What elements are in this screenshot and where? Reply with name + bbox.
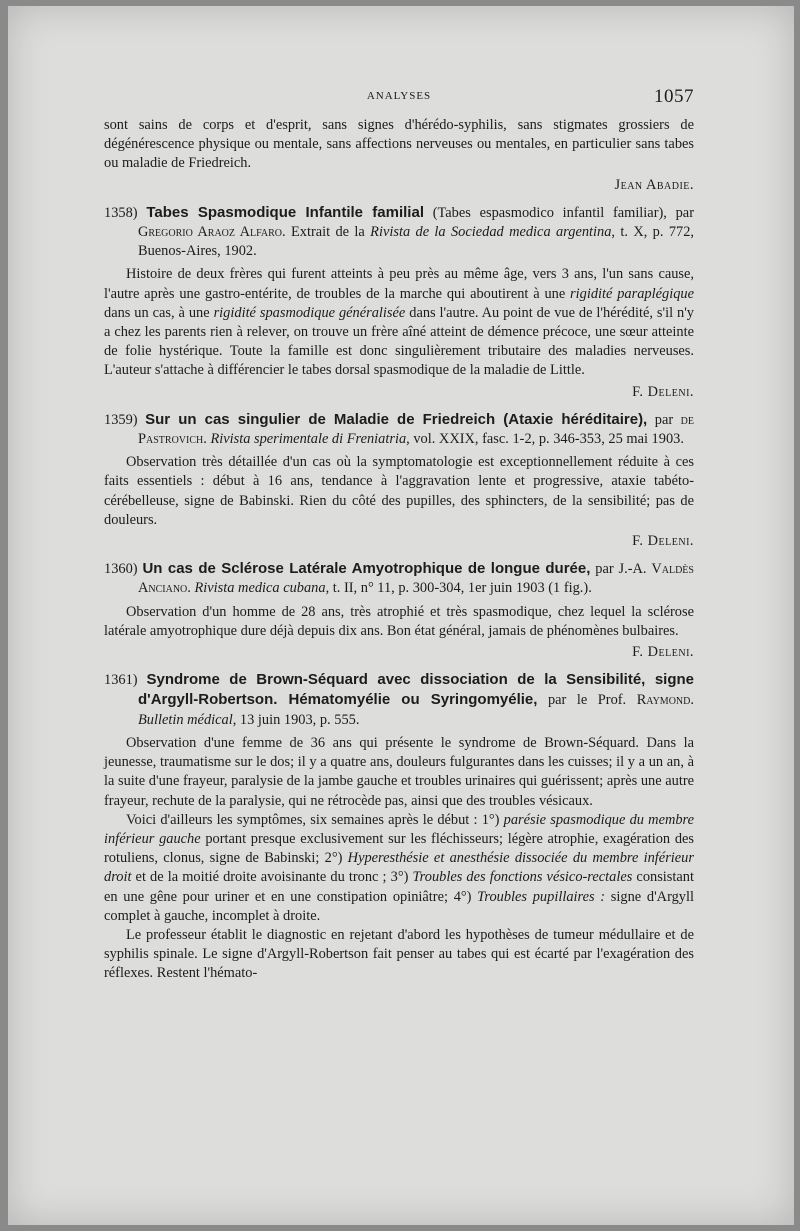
page-content [104,86,694,984]
abstract-italic: Troubles des fonctions vésico-rectales [412,869,633,886]
entry-ref-c: , t. X, p. 772, Buenos-Aires, 1902. [138,224,694,260]
entry-ref-a: (Tabes espasmodico infantil familiar), par [423,204,694,221]
abstract-text: consistant en une gêne pour uriner et en une constipation opiniâtre; 4°) [104,869,694,905]
entry-abstract-symptoms [104,811,694,926]
abstract-italic: Hyperesthésie et anesthésie dissociée du membre inférieur droit [104,850,694,886]
abstract-italic: rigidité paraplégique [570,285,694,302]
entry-number: 1358) [104,204,138,221]
entry-journal: Rivista de la Sociedad medica argentina [370,224,612,241]
entry-ref-a: par [647,411,681,428]
entry-abstract: Observation très détaillée d'un cas où la symptomatologie est exceptionnellement réduite à ces faits essentiels : début à 16 ans, tendance à l'aggravation lente et progressive, ataxie tabéto-cérébelleuse, signe de Babinski. Rien du côté des pupilles, des sphincters, de la sensibilité; pas de douleurs. [104,454,694,528]
entry-title: Syndrome de Brown-Séquard avec dissociation de la Sensibilité, signe d'Argyll-Robertson. Hématomyélie ou Syringomyélie, [138,671,694,709]
entry-abstract-diagnosis: Le professeur établit le diagnostic en rejetant d'abord les hypothèses de tumeur médullaire et de syphilis spinale. Le signe d'Argyll-Robertson fait penser au tabes qui est écarté par l'exagération des réflexes. Restent l'hémato- [104,926,694,982]
entry-ref-b: . [187,580,195,597]
entry-1361 [104,670,694,983]
abstract-text: signe d'Argyll complet à gauche, incomplet à droite. [104,888,694,924]
entry-ref-b: . Extrait de la [282,224,371,241]
abstract-italic: Troubles pupillaires : [477,888,606,905]
intro-paragraph: sont sains de corps et d'esprit, sans signes d'hérédo-syphilis, sans stigmates grossiers de dégénérescence physique ou mentale, sans affections nerveuses ou mentales, en particulier sans tabes ou maladie de Friedreich. [104,117,694,172]
abstract-text: portant presque exclusivement sur les fléchisseurs; légère atrophie, exagération des rotuliens, clonus, signe de Babinski; 2°) [104,830,695,867]
abstract-text: Voici d'ailleurs les symptômes, six semaines après le début : 1°) [126,811,504,828]
entry-number: 1361) [104,672,138,689]
entry-title: Sur un cas singulier de Maladie de Friedreich (Ataxie héréditaire), [145,410,648,428]
entry-abstract: Observation d'une femme de 36 ans qui présente le syndrome de Brown-Séquard. Dans la jeunesse, traumatisme sur le dos; il y a quatre ans, douleurs fulgurantes dans les cuisses; il y a un an, à la suite d'une frayeur, paralysie de la jambe gauche et troubles urinaires qui guérissent; après une autre frayeur, rechute de la paralysie, qui ne rétrocède pas, ainsi que des troubles vésicaux. [104,734,694,809]
page-number: 1057 [654,86,694,107]
entry-heading [104,670,694,730]
entry-signature: F. Deleni. [632,644,694,661]
entry-number: 1359) [104,411,138,428]
entry-ref-b: . [690,692,694,709]
entry-ref-c: , t. II, n° 11, p. 300-304, 1er juin 1903 (1 fig.). [325,580,592,597]
entry-abstract [104,265,694,380]
entry-heading [104,559,694,598]
entry-heading [104,203,694,262]
abstract-text: dans un cas, à une [104,304,214,321]
intro-signature: Jean Abadie. [614,176,694,193]
entry-title: Un cas de Sclérose Latérale Amyotrophique de longue durée, [142,560,591,578]
entry-1360 [104,559,694,662]
running-title: ANALYSES [366,90,432,102]
entry-author: Valdès Anciano [138,561,694,597]
entry-author: Gregorio Araoz Alfaro [138,224,283,241]
entry-author: Raymond [636,692,691,709]
intro-block [104,116,694,195]
abstract-text: Histoire de deux frères qui furent atteints à peu près au même âge, vers 3 ans, l'un sans cause, l'autre après une gastro-entérite, de troubles de la marche qui aboutirent à une [104,266,694,302]
entry-abstract: Observation d'un homme de 28 ans, très atrophié et très spasmodique, chez lequel la sclérose latérale amyotrophique dure déjà depuis dix ans. Bon état général, jamais de phénomènes bulbaires. [104,603,694,639]
entry-heading [104,410,694,449]
entry-author: de Pastrovich [138,411,694,448]
abstract-text: dans l'autre. Au point de vue de l'hérédité, s'il n'y a chez les parents rien à relever, on trouve un frère aîné atteint de démence précoce, une sœur atteinte de folie hystérique. Toute la famille est donc singulièrement tributaire des maladies nerveuses. L'auteur s'attache à différencier le tabes dorsal spasmodique de la maladie de Little. [104,304,694,379]
entry-ref-c: , 13 juin 1903, p. 555. [232,711,360,728]
entry-journal: Bulletin médical [138,711,233,728]
entry-journal: Rivista medica cubana [194,580,326,597]
entry-title: Tabes Spasmodique Infantile familial [146,203,424,221]
entry-1359 [104,410,694,551]
entry-journal: Rivista sperimentale di Freniatria [210,431,407,448]
entry-signature: F. Deleni. [632,533,694,550]
entry-ref-c: , vol. XXIX, fasc. 1-2, p. 346-353, 25 mai 1903. [406,431,684,448]
abstract-text: et de la moitié droite avoisinante du tronc ; 3°) [131,869,413,886]
abstract-italic: parésie spasmodique du membre inférieur gauche [104,811,694,847]
entry-signature: F. Deleni. [632,383,694,400]
entry-ref-a: par J.-A. [590,561,652,578]
entry-ref-a: par le Prof. [537,692,637,709]
abstract-italic: rigidité spasmodique généralisée [213,304,406,321]
entry-1358 [104,203,694,402]
entry-ref-b: . [203,431,211,448]
entry-number: 1360) [104,561,138,578]
